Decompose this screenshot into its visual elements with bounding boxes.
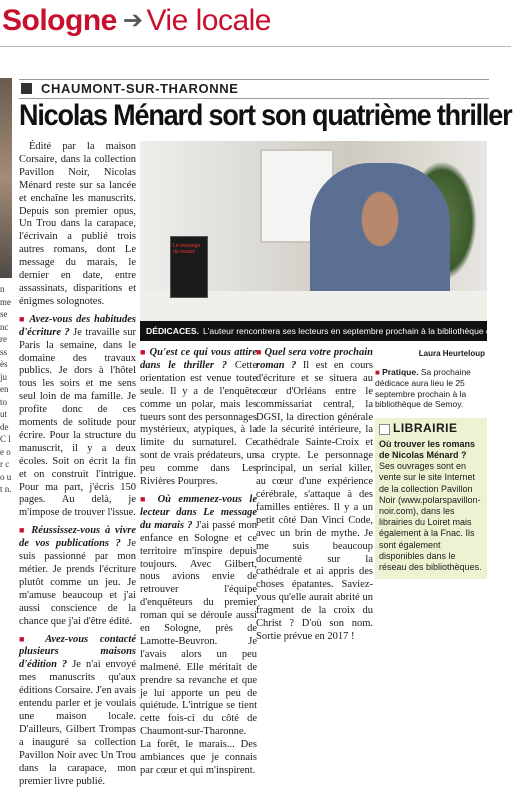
pratique-text: Sa prochaine dédicace aura lieu le 25 septembre prochain à la bibliothèque de Semoy. (375, 366, 471, 410)
librairie-box (375, 418, 487, 579)
question: Avez-vous des habitudes d'écriture ? (19, 313, 136, 338)
adjacent-text: n me se nc re ss ès ju en to ut de C le or co ut n. (0, 284, 12, 494)
square-bullet-icon: ■ (140, 347, 150, 357)
qa-item (140, 493, 257, 778)
pratique-label: Pratique. (382, 366, 419, 377)
librairie-text (379, 439, 483, 573)
pratique-box (375, 367, 487, 410)
answer: Je suis passionné par mon métier. Je prends l'écriture plutôt comme un jeu. Je m'amuse beaucoup et j'ai aussi conscience de la chance que j'ai d'être édité. (19, 538, 136, 627)
answer: Je n'ai envoyé mes manuscrits qu'aux éditions Corsaire. J'en avais entendu parler et je voulais une maison locale. D'ailleurs, Gilbert Trompas a inauguré sa collection Pavillon Noir avec Un Trou dans la carapace, mon premier livre publié. (19, 659, 137, 787)
section-title (2, 4, 271, 38)
qa-item (19, 524, 136, 628)
qa-item (140, 346, 257, 489)
kicker-bar (19, 79, 489, 99)
adjacent-article-strip (0, 78, 12, 634)
qa-item (19, 313, 136, 521)
caption-text: L'auteur rencontrera ses lecteurs en septembre prochain à la bibliothèque de Semoy. (203, 326, 526, 336)
subsection-name: Vie locale (146, 4, 271, 37)
librairie-heading: LIBRAIRIE (379, 418, 483, 439)
photo-caption (140, 321, 526, 341)
section-name: Sologne (2, 4, 117, 37)
square-bullet-icon: ■ (140, 493, 158, 504)
book-title: Le message du marais (173, 243, 201, 255)
photo-book (170, 236, 208, 298)
qa-item (256, 346, 373, 644)
caption-label: DÉDICACES. (146, 326, 200, 336)
question: Qu'est ce qui vous attire dans le thriller ? (140, 347, 257, 371)
question: Réussissez-vous à vivre de vos publications ? (19, 525, 136, 550)
column-2 (140, 346, 257, 782)
kicker-text: CHAUMONT-SUR-THARONNE (41, 81, 239, 96)
arrow-icon: ➔ (122, 7, 143, 34)
square-bullet-icon: ■ (19, 525, 32, 536)
question: Avez-vous contacté plusieurs maisons d'édition ? (19, 633, 137, 671)
adjacent-photo (0, 78, 12, 278)
article-photo (140, 141, 487, 321)
column-1 (19, 141, 136, 792)
answer: Je travaille sur Paris la semaine, dans le domaine des travaux publics. Je dors à l'hôtel tous les soirs et me sens seul loin de ma famille. Je profite donc de ces moments de solitude pour écrire. Pour la structure du manuscrit, il y a deux écoles. Soit on écrit la fin et on construit l'intrigue. Pour ma part, j'écris 150 pages. Au delà, je m'impose de trouver l'issue. (19, 326, 136, 519)
article-intro: Édité par la maison Corsaire, dans la collection Pavillon Noir, Nicolas Ménard reste sur sa lancée et enchaîne les manuscrits. Depuis son premier opus, Un Trou dans la carapace, l'écrivain a publié trois autres romans, dont Le message du marais, le dernier en date, entre assassinats, disparitions et énigmes solognotes. (19, 141, 136, 307)
section-header (0, 0, 511, 44)
square-icon (21, 83, 32, 94)
librairie-body: Ses ouvrages sont en vente sur le site Internet de la collection Pavillon Noir (www.polarspavillon-noir.com), dans les librairies du Loiret mais également à la Fnac. Ils sont également disponibles dans le réseau des bibliothèques. (379, 461, 482, 573)
square-bullet-icon: ■ (375, 367, 383, 377)
square-bullet-icon: ■ (19, 633, 46, 644)
column-4 (375, 346, 487, 579)
qa-item (19, 633, 136, 789)
square-bullet-icon: ■ (19, 313, 30, 324)
librairie-question: Où trouver les romans de Nicolas Ménard ? (379, 438, 476, 461)
question: Où emmenez-vous le lecteur dans Le message du marais ? (140, 493, 258, 531)
answer: Cette orientation est venue toute seule. Il y a de l'enquête comme un polar, mais les tueurs sont des personnages mystérieux, atypiques, à la limite du surnaturel. Ce sont de vrais prédateurs, un peu comme dans Les Rivières Pourpres. (140, 359, 257, 488)
answer: J'ai passé mon enfance en Sologne et ce territoire m'inspire depuis toujours. Avec Gilbert, nous avions envie de retrouver l'équipe d'enquêteurs du premier roman qui se déroule aussi en Sologne, près de Lamotte-Beuvron. Je l'avais alors un peu malmené. Elle méritait de prendre sa revanche et que je lui apporte un peu de quiétude. L'intrigue se tient cette fois-ci du côté de Chaumont-sur-Tharonne. La forêt, le marais... Des ambiances que je connais par cœur et qui m'inspirent. (140, 519, 257, 776)
column-3 (256, 346, 373, 648)
author-signature: Laura Heurteloup (418, 349, 485, 358)
question: Quel sera votre prochain roman ? (256, 347, 374, 371)
answer: Il est en cours d'écriture et se situera au cœur d'Orléans entre le commissariat central, la DGSI, la direction générale de la sécurité intérieure, la cathédrale Sainte-Croix et sa crypte. Le personnage principal, un serial killer, au cœur d'une expérience cérébrale, s'attaque à des familles entières. Il y a un petit côté Dan Vinci Code, avec un brin de mythe. Je me suis beaucoup documenté sur la cathédrale et ai appris des choses épatantes. Saviez-vous qu'elle aurait abrité un fragment de la croix du Christ ? D'où son nom. Sortie prévue en 2017 ! (256, 359, 373, 642)
square-bullet-icon: ■ (256, 347, 265, 357)
article-title: Nicolas Ménard sort son quatrième thriller (19, 99, 512, 132)
header-rule (0, 46, 511, 47)
